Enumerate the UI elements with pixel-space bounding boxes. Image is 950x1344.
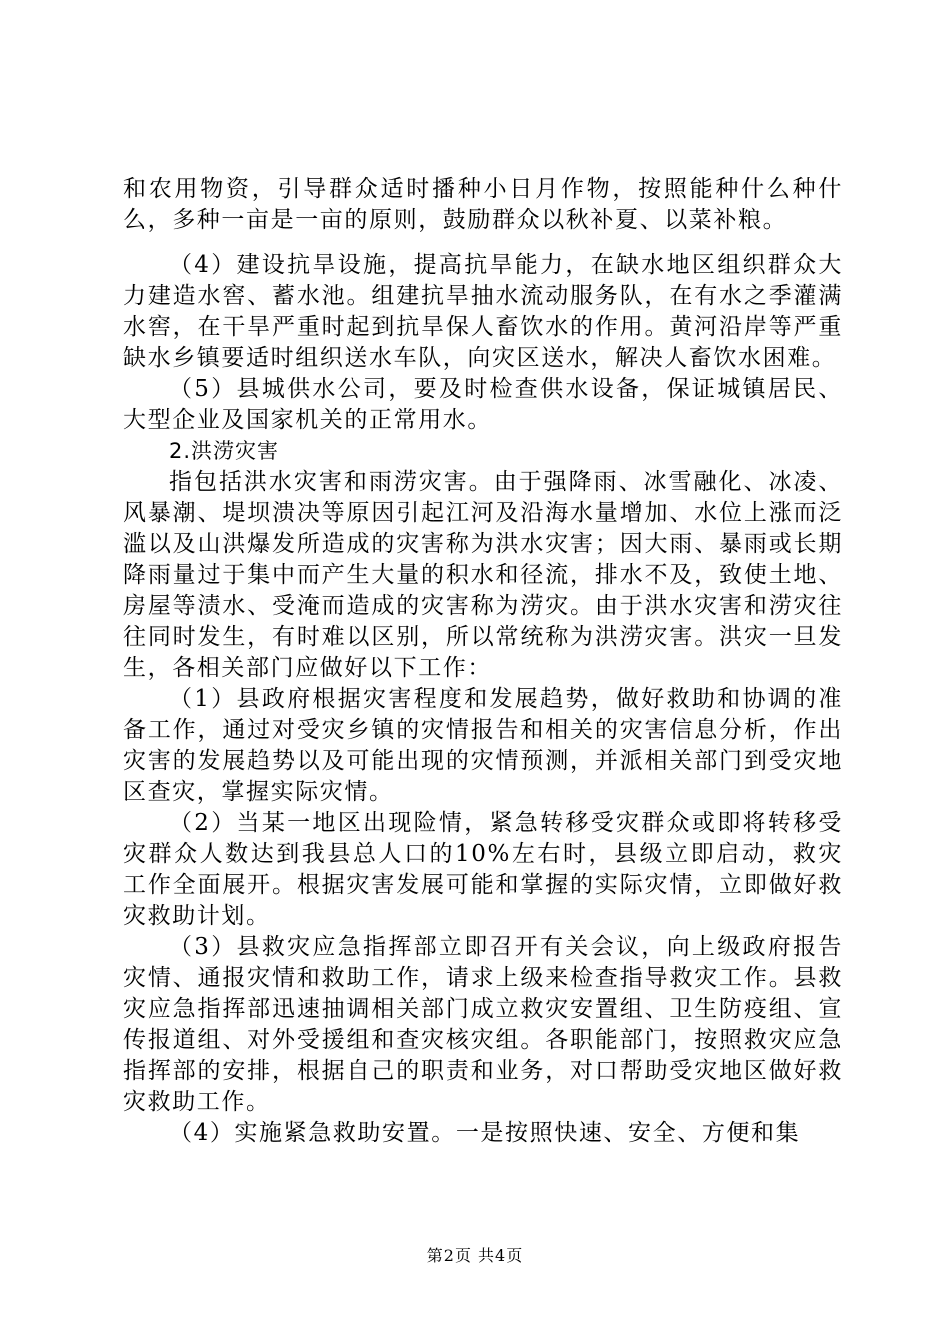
paragraph-flood-definition: 指包括洪水灾害和雨涝灾害。由于强降雨、冰雪融化、冰凌、风暴潮、堤坝溃决等原因引起江河及沿海水量增加、水位上涨而泛滥以及山洪爆发所造成的灾害称为洪水灾害；因大雨、暴雨或长期降雨量过于集中而产生大量的积水和径流，排水不及，致使土地、房屋等渍水、受淹而造成的灾害称为涝灾。由于洪水灾害和涝灾往往同时发生，有时难以区别，所以常统称为洪涝灾害。洪灾一旦发生，各相关部门应做好以下工作： [123, 469, 843, 681]
document-body [123, 174, 843, 1149]
page-footer: 第2页 共4页 [426, 1246, 524, 1265]
paragraph-flood-item-4: （4）实施紧急救助安置。一是按照快速、安全、方便和集 [169, 1120, 801, 1146]
section-heading-flood: 2.洪涝灾害 [169, 439, 280, 463]
paragraph-flood-item-3: （3）县救灾应急指挥部立即召开有关会议，向上级政府报告灾情、通报灾情和救助工作，请求上级来检查指导救灾工作。县救灾应急指挥部迅速抽调相关部门成立救灾安置组、卫生防疫组、宣传报道组、对外受援组和查灾核灾组。各职能部门，按照救灾应急指挥部的安排，根据自己的职责和业务，对口帮助受灾地区做好救灾救助工作。 [123, 934, 843, 1115]
paragraph-item-4-drought-facilities: （4）建设抗旱设施，提高抗旱能力，在缺水地区组织群众大力建造水窖、蓄水池。组建抗旱抽水流动服务队，在有水之季灌满水窖，在干旱严重时起到抗旱保人畜饮水的作用。黄河沿岸等严重缺水乡镇要适时组织送水车队，向灾区送水，解决人畜饮水困难。 [123, 252, 843, 371]
paragraph-continuation: 和农用物资，引导群众适时播种小日月作物，按照能种什么种什么，多种一亩是一亩的原则，鼓励群众以秋补夏、以菜补粮。 [123, 176, 843, 233]
paragraph-item-5-water-supply: （5）县城供水公司，要及时检查供水设备，保证城镇居民、大型企业及国家机关的正常用水。 [123, 376, 843, 433]
paragraph-flood-item-1: （1）县政府根据灾害程度和发展趋势，做好救助和协调的准备工作，通过对受灾乡镇的灾情报告和相关的灾害信息分析，作出灾害的发展趋势以及可能出现的灾情预测，并派相关部门到受灾地区查灾，掌握实际灾情。 [123, 686, 843, 805]
paragraph-flood-item-2: （2）当某一地区出现险情，紧急转移受灾群众或即将转移受灾群众人数达到我县总人口的10%左右时，县级立即启动，救灾工作全面展开。根据灾害发展可能和掌握的实际灾情，立即做好救灾救助计划。 [123, 810, 843, 929]
